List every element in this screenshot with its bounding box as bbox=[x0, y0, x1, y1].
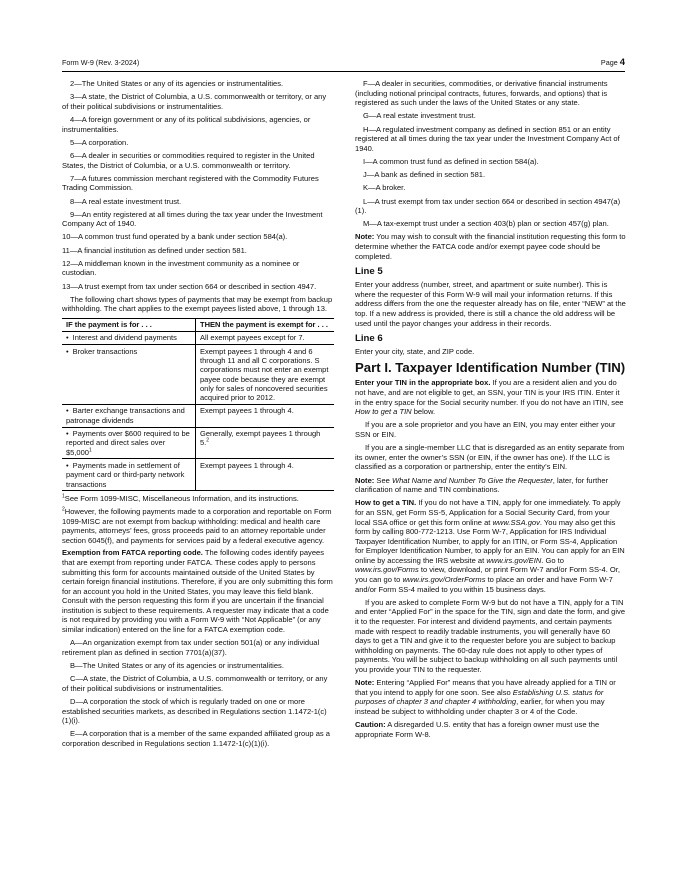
table-row bbox=[62, 345, 334, 405]
list-item: 7—A futures commission merchant registered with the Commodity Futures Trading Commission. bbox=[62, 173, 319, 193]
table-cell: • Payments made in settlement of payment card or third-party network transactions bbox=[62, 459, 196, 491]
list-item: B—The United States or any of its agencies or instrumentalities. bbox=[70, 661, 284, 671]
applied-for-paragraph: If you are asked to complete Form W-9 but do not have a TIN, apply for a TIN and enter “Applied For” in the space for the TIN, sign and date the form, and give it to the requester. For interest and dividend payments, and certain payments made with respect to readily tradable instruments, you will generally have 60 days to get a TIN and give it to the requester before you are subject to backup withholding on payments. The 60-day rule does not apply to other types of payments. You will be subject to backup withholding on all such payments until you provide your TIN to the requester. bbox=[355, 597, 626, 674]
line6-heading: Line 6 bbox=[355, 333, 383, 345]
list-item: I—A common trust fund as defined in section 584(a). bbox=[363, 156, 539, 166]
table-row bbox=[62, 331, 334, 344]
list-item: A—An organization exempt from tax under section 501(a) or any individual retirement plan as defined in section 7701(a)(37). bbox=[62, 638, 320, 657]
list-item: 3—A state, the District of Columbia, a U.S. commonwealth or territory, or any of their political subdivisions or instrumentalities. bbox=[62, 92, 327, 111]
table-cell: • Payments over $600 required to be reported and direct sales over $5,000$^1$ bbox=[62, 427, 196, 459]
table-header: IF the payment is for . . . bbox=[62, 318, 196, 331]
table-cell: Exempt payees 1 through 4. bbox=[196, 404, 335, 427]
right-column bbox=[355, 79, 627, 743]
list-item: 12—A middleman known in the investment community as a nominee or custodian. bbox=[62, 258, 300, 278]
note-applied-for: Note: Entering “Applied For” means that you have already applied for a TIN or that you intend to apply for one soon. See also Establishing U.S. status for purposes of chapter 3 and chapter 4 withholding, earlier, for when you may instead be subject to withholding under chapter 3 or 4 of the Code. bbox=[355, 678, 616, 716]
list-item: M—A tax-exempt trust under a section 403(b) plan or section 457(g) plan. bbox=[363, 219, 609, 229]
list-item: 10—A common trust fund operated by a bank under section 584(a). bbox=[62, 232, 288, 242]
list-item: H—A regulated investment company as defined in section 851 or an entity registered at all times during the tax year under the Investment Company Act of 1940. bbox=[355, 124, 620, 153]
table-row bbox=[62, 404, 334, 427]
table-header: THEN the payment is exempt for . . . bbox=[196, 318, 335, 331]
list-item: L—A trust exempt from tax under section 664 or described in section 4947(a)(1). bbox=[355, 196, 621, 216]
list-item: J—A bank as defined in section 581. bbox=[363, 170, 486, 180]
list-item: C—A state, the District of Columbia, a U.S. commonwealth or territory, or any of their political subdivisions or instrumentalities. bbox=[62, 674, 328, 693]
exempt-payments-table bbox=[62, 318, 334, 492]
table-cell: Generally, exempt payees 1 through 5.$^2$ bbox=[196, 427, 335, 459]
list-item: 11—A financial institution as defined under section 581. bbox=[62, 245, 247, 255]
list-item: D—A corporation the stock of which is regularly traded on one or more established securities markets, as described in Regulations section 1.1472-1(c)(1)(i). bbox=[62, 697, 327, 726]
list-item: K—A broker. bbox=[363, 183, 406, 193]
table-cell: Exempt payees 1 through 4 and 6 through 11 and all C corporations. S corporations must not enter an exempt payee code because they are exempt only for sales of noncovered securities acquired prior to 2012. bbox=[196, 345, 335, 405]
table-cell: • Broker transactions bbox=[62, 345, 196, 405]
table-row bbox=[62, 427, 334, 459]
page-header bbox=[62, 57, 625, 72]
note-name-number: Note: See What Name and Number To Give the Requester, later, for further clarification of name and TIN combinations. bbox=[355, 475, 609, 495]
list-item: 6—A dealer in securities or commodities required to register in the United States, the District of Columbia, or a U.S. commonwealth or territory. bbox=[62, 150, 315, 170]
line5-heading: Line 5 bbox=[355, 266, 383, 278]
table-cell: • Interest and dividend payments bbox=[62, 331, 196, 344]
caution-paragraph: Caution: A disregarded U.S. entity that has a foreign owner must use the appropriate Form W-8. bbox=[355, 720, 600, 739]
part1-heading: Part I. Taxpayer Identification Number (TIN) bbox=[355, 360, 626, 376]
footnote-2: $^2$However, the following payments made to a corporation and reportable on Form 1099-MISC are not exempt from backup withholding: medical and health care payments, attorneys’ fees, gross proceeds paid to an attorney reportable under section 6045(f), and payments for services paid by a federal executive agency. bbox=[62, 506, 332, 545]
form-id: Form W-9 (Rev. 3-2024) bbox=[62, 58, 140, 67]
table-cell: Exempt payees 1 through 4. bbox=[196, 459, 335, 491]
note-fatca: Note: You may wish to consult with the financial institution requesting this form to determine whether the FATCA code and/or exempt payee code should be completed. bbox=[355, 232, 626, 261]
list-item: E—A corporation that is a member of the same expanded affiliated group as a corporation described in Regulations section 1.1472-1(c)(1)(i). bbox=[62, 729, 330, 748]
list-item: 9—An entity registered at all times during the tax year under the Investment Company Act of 1940. bbox=[62, 209, 323, 229]
table-row bbox=[62, 459, 334, 491]
table-cell: All exempt payees except for 7. bbox=[196, 331, 335, 344]
list-item: 5—A corporation. bbox=[70, 137, 129, 147]
chart-intro: The following chart shows types of payments that may be exempt from backup withholding. The chart applies to the exempt payees listed above, 1 through 13. bbox=[62, 294, 333, 314]
tin-paragraph: Enter your TIN in the appropriate box. If you are a resident alien and you do not have, and are not eligible to get, an SSN, your TIN is your IRS ITIN. Enter it in the entry space for the Social security number. If you do not have an ITIN, see How to get a TIN below. bbox=[355, 378, 624, 417]
table-cell: • Barter exchange transactions and patronage dividends bbox=[62, 404, 196, 427]
list-item: F—A dealer in securities, commodities, or derivative financial instruments (including notional principal contracts, futures, forwards, and options) that is registered as such under the laws of the United States or any state. bbox=[355, 79, 608, 108]
fatca-paragraph: Exemption from FATCA reporting code. The following codes identify payees that are exempt from reporting under FATCA. These codes apply to persons submitting this form for accounts maintained outside of the United States by certain foreign financial institutions. Therefore, if you are only submitting this form for an account you hold in the United States, you may leave this field blank. Consult with the person requesting this form if you are uncertain if the financial institution is subject to these requirements. A requester may indicate that a code is not required by providing you with a Form W-9 with “Not Applicable” (or any similar indication) entered on the line for a FATCA exemption code. bbox=[62, 548, 333, 635]
left-column bbox=[62, 79, 334, 752]
llc-paragraph: If you are a single-member LLC that is disregarded as an entity separate from its owner, enter the owner’s SSN (or EIN, if the owner has one). If the LLC is classified as a corporation or partnership, enter the entity’s EIN. bbox=[355, 443, 625, 472]
footnote-1: $^1$See Form 1099-MISC, Miscellaneous Information, and its instructions. bbox=[62, 493, 299, 504]
list-item: G—A real estate investment trust. bbox=[363, 111, 476, 121]
list-item: 8—A real estate investment trust. bbox=[70, 196, 182, 206]
line6-text: Enter your city, state, and ZIP code. bbox=[355, 347, 475, 357]
list-item: 13—A trust exempt from tax under section 664 or described in section 4947. bbox=[62, 281, 317, 291]
how-to-get-tin-paragraph: How to get a TIN. If you do not have a TIN, apply for one immediately. To apply for an SSN, get Form SS-5, Application for a Social Security Card, from your local SSA office or get this form online at www.SSA.gov. You may also get this form by calling 800-772-1213. Use Form W-7, Application for IRS Individual Taxpayer Identification Number, to apply for an ITIN, or Form SS-4, Application for Employer Identification Number, to apply for an EIN. You can apply for an EIN online by accessing the IRS website at www.irs.gov/EIN. Go to www.irs.gov/Forms to view, download, or print Form W-7 and/or Form SS-4. Or, you can go to www.irs.gov/OrderForms to place an order and have Form W-7 and/or Form SS-4 mailed to you within 15 business days. bbox=[355, 498, 625, 594]
line5-text: Enter your address (number, street, and apartment or suite number). This is where the requester of this Form W-9 will mail your information returns. If this address differs from the one the requester already has on file, enter “NEW” at the top. If a new address is provided, there is still a chance the old address will be used until the payor changes your address in their records. bbox=[355, 280, 626, 328]
list-item: 4—A foreign government or any of its political subdivisions, agencies, or instrumentalities. bbox=[62, 114, 311, 134]
list-item: 2—The United States or any of its agencies or instrumentalities. bbox=[70, 79, 284, 88]
page-number: Page 4 bbox=[600, 57, 625, 68]
sole-proprietor-paragraph: If you are a sole proprietor and you have an EIN, you may enter either your SSN or EIN. bbox=[355, 420, 616, 439]
